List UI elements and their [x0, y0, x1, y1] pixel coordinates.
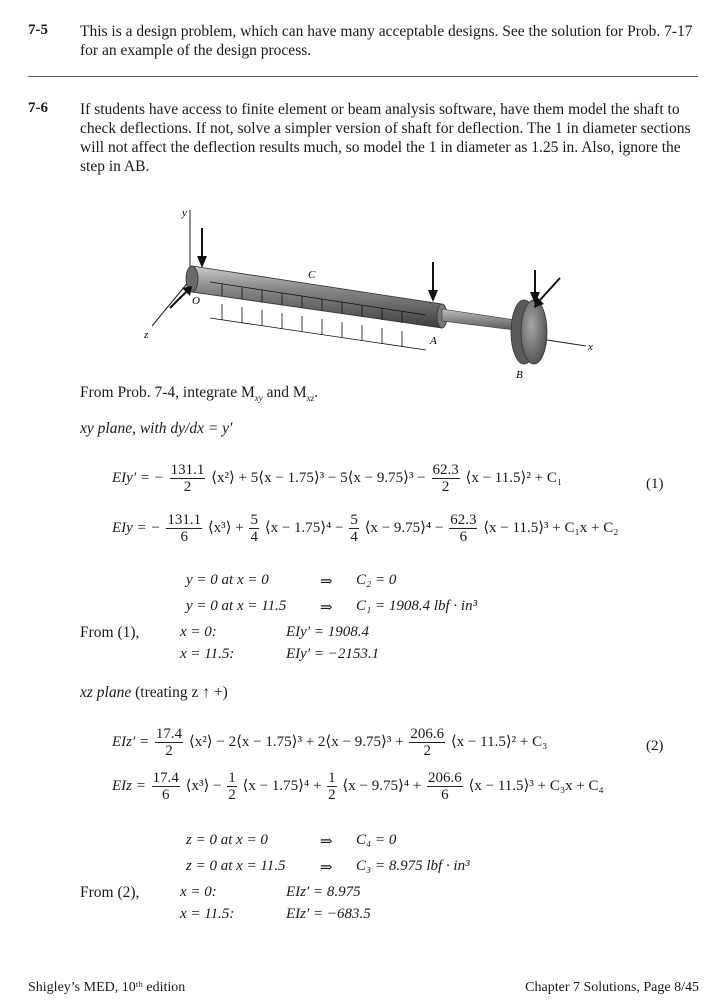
xy-bc-1-result: C₂ = 0: [356, 572, 397, 588]
y-axis-label: y: [182, 207, 187, 219]
xy-bc-2-arrow: ⇒: [320, 600, 333, 616]
point-b-label: B: [516, 369, 523, 381]
force-arrow-b-diag: [540, 278, 560, 300]
xy-bc-2-result: C₁ = 1908.4 lbf · in³: [356, 598, 478, 614]
xz-plane-heading: xz plane (treating z ↑ +): [80, 684, 228, 701]
xy-bc-1: y = 0 at x = 0: [186, 572, 269, 588]
xy-equation-1: EIy′ = − $\frac{131.1}{2}$ ⟨x²⟩ + 5⟨x − 1.75⟩³ − 5⟨x − 9.75⟩³ − $\frac{62.3}{2}$ ⟨x − 11.5⟩² + C₁: [112, 462, 563, 495]
xz-bc-1-arrow: ⇒: [320, 834, 333, 850]
equation-number-1: (1): [646, 476, 664, 492]
xz-equation-2: EIz = $\frac{17.4}{6}$ ⟨x³⟩ − $\frac{1}{2}$ ⟨x − 1.75⟩⁴ + $\frac{1}{2}$ ⟨x − 9.75⟩⁴ + $\frac{206.6}{6}$ ⟨x − 11.5⟩³ + C₃x + C₄: [112, 770, 604, 803]
divider: [28, 76, 698, 77]
problem-number-7-6: 7-6: [28, 100, 48, 116]
thin-shaft: [442, 309, 522, 331]
xy-result-1-value: EIy′ = 1908.4: [286, 624, 369, 640]
main-shaft: [192, 266, 442, 328]
pulley-b: [521, 300, 547, 364]
footer-right: Chapter 7 Solutions, Page 8/45: [525, 980, 699, 995]
point-o-label: O: [192, 295, 200, 307]
xy-bc-1-arrow: ⇒: [320, 574, 333, 590]
xz-equation-1: EIz′ = $\frac{17.4}{2}$ ⟨x²⟩ − 2⟨x − 1.75⟩³ + 2⟨x − 9.75⟩³ + $\frac{206.6}{2}$ ⟨x − 11.5⟩² + C₃: [112, 726, 548, 759]
footer-left: Shigley’s MED, 10ᵗʰ edition: [28, 980, 186, 995]
xz-result-2-value: EIz′ = −683.5: [286, 906, 371, 922]
x-axis-label: x: [588, 341, 593, 353]
xy-bc-2: y = 0 at x = 11.5: [186, 598, 287, 614]
z-axis-line: [152, 280, 190, 326]
xz-result-1-value: EIz′ = 8.975: [286, 884, 361, 900]
xy-plane-heading: xy plane, with dy/dx = y′: [80, 420, 233, 437]
x-axis-line: [547, 340, 586, 346]
shaft-figure: [130, 200, 610, 390]
xy-result-2-value: EIy′ = −2153.1: [286, 646, 380, 662]
xz-bc-1-result: C₄ = 0: [356, 832, 397, 848]
xz-bc-2-result: C₃ = 8.975 lbf · in³: [356, 858, 470, 874]
problem-7-5-text: This is a design problem, which can have many acceptable designs. See the solution for Prob. 7-17 for an example of the design process.: [80, 23, 693, 59]
problem-number-7-5: 7-5: [28, 22, 48, 38]
xy-equation-2: EIy = − $\frac{131.1}{6}$ ⟨x³⟩ + $\frac{5}{4}$ ⟨x − 1.75⟩⁴ − $\frac{5}{4}$ ⟨x − 9.75⟩⁴ − $\frac{62.3}{6}$ ⟨x − 11.5⟩³ + C₁x + C₂: [112, 512, 619, 545]
point-a-label: A: [430, 335, 437, 347]
xz-result-1-x: x = 0:: [180, 884, 217, 900]
problem-7-6-text: If students have access to finite element or beam analysis software, have them model the shaft to check deflections. If not, solve a simpler version of shaft for deflection. The 1 in diameter sections will not affect the deflection results much, so model the 1 in diameter as 1.25 in. Also, ignore the step in AB.: [80, 101, 691, 175]
xz-from-label: From (2),: [80, 884, 140, 901]
xz-bc-2-arrow: ⇒: [320, 860, 333, 876]
xz-bc-2: z = 0 at x = 11.5: [186, 858, 286, 874]
point-c-label: C: [308, 269, 316, 281]
xy-from-label: From (1),: [80, 624, 140, 641]
equation-number-2: (2): [646, 738, 664, 754]
xy-result-1-x: x = 0:: [180, 624, 217, 640]
xz-bc-1: z = 0 at x = 0: [186, 832, 268, 848]
xz-result-2-x: x = 11.5:: [180, 906, 235, 922]
xy-result-2-x: x = 11.5:: [180, 646, 235, 662]
z-axis-label: z: [144, 329, 149, 341]
intro-text: From Prob. 7-4, integrate $M_{xy}$ and $M_{xz}$.: [80, 384, 319, 404]
